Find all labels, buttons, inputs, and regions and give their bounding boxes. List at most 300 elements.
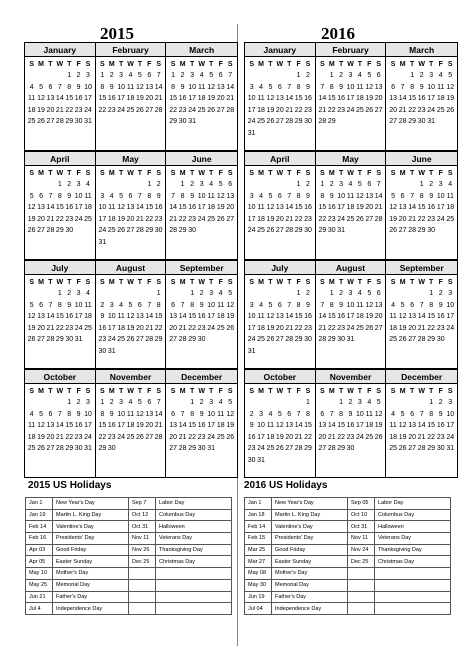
- day-cell: [365, 116, 374, 128]
- week-row: [245, 70, 315, 82]
- day-cell: 6: [48, 410, 53, 418]
- day-cell: [154, 237, 163, 249]
- day-cell: 3: [448, 399, 453, 406]
- day-cell: [116, 179, 125, 191]
- day-cell: 14: [178, 422, 187, 429]
- weekday-label: T: [209, 61, 214, 68]
- week-row: [316, 214, 386, 226]
- day-cell: 12: [226, 410, 235, 418]
- day-cell: 4: [438, 72, 443, 79]
- day-cell: 21: [417, 433, 426, 441]
- holiday-date: Jul 04: [245, 603, 272, 615]
- day-cell: 25: [197, 106, 206, 114]
- holiday-date: Jan 1: [245, 498, 272, 510]
- day-cell: 3: [209, 290, 214, 297]
- day-cell: 20: [135, 324, 144, 332]
- month: [245, 261, 316, 368]
- day-cell: 31: [74, 336, 83, 343]
- day-cell: 23: [197, 433, 206, 441]
- day-cell: 12: [126, 313, 135, 320]
- day-cell: 24: [346, 106, 355, 114]
- holiday-row: [245, 533, 451, 545]
- week-row: [245, 300, 315, 312]
- day-cell: 27: [226, 215, 235, 223]
- day-cell: 31: [207, 445, 216, 452]
- weekday-label: S: [447, 388, 453, 395]
- day-cell: [247, 70, 256, 82]
- holiday-name: Memorial Day: [272, 579, 348, 591]
- day-cell: 20: [145, 95, 154, 102]
- weekday-label: T: [268, 279, 273, 286]
- weekday-label: W: [198, 170, 205, 177]
- day-cell: [388, 288, 398, 300]
- day-cell: 4: [199, 72, 204, 79]
- day-cell: 11: [207, 192, 215, 200]
- weekday-header: [25, 61, 95, 68]
- weekday-header: [166, 61, 237, 68]
- week-row: [245, 397, 315, 409]
- weekday-label: F: [76, 279, 81, 286]
- day-cell: 17: [188, 95, 197, 102]
- weekday-label: F: [438, 279, 443, 286]
- day-cell: 7: [296, 410, 301, 418]
- weekday-label: T: [338, 388, 344, 395]
- day-cell: 2: [348, 399, 353, 406]
- day-cell: 19: [27, 324, 36, 332]
- week-row: [96, 323, 166, 335]
- day-cell: 11: [84, 192, 92, 200]
- day-cell: [336, 116, 345, 128]
- weekday-label: F: [76, 388, 81, 395]
- day-cell: 13: [275, 95, 284, 102]
- weekday-label: S: [29, 279, 35, 286]
- weekday-label: T: [48, 388, 53, 395]
- week-row: [245, 191, 315, 203]
- day-cell: 5: [39, 83, 44, 91]
- day-cell: [275, 455, 284, 467]
- day-cell: 30: [427, 227, 436, 234]
- holiday-date: Jul 4: [26, 603, 53, 615]
- holiday-date: [348, 603, 375, 615]
- week-row: [25, 70, 95, 82]
- weekday-header: [25, 170, 95, 177]
- day-cell: 28: [178, 336, 187, 343]
- day-cell: 26: [216, 215, 225, 223]
- day-cell: 30: [188, 227, 197, 234]
- day-cell: 7: [48, 192, 53, 200]
- day-cell: [126, 288, 135, 300]
- day-cell: 5: [137, 72, 142, 79]
- day-cell: 16: [304, 95, 312, 102]
- week-row: [96, 443, 166, 455]
- week-row: [96, 288, 166, 300]
- day-cell: 12: [266, 95, 275, 102]
- weekday-label: T: [137, 170, 143, 177]
- weekday-label: S: [156, 170, 161, 177]
- day-cell: [27, 179, 36, 191]
- day-cell: 16: [304, 204, 312, 211]
- day-cell: 4: [86, 290, 90, 297]
- month-name: July: [245, 261, 315, 275]
- day-cell: 29: [188, 445, 197, 452]
- day-cell: [107, 179, 116, 191]
- week-row: [25, 409, 95, 421]
- day-cell: [266, 179, 275, 191]
- day-cell: 7: [156, 399, 161, 406]
- day-cell: [407, 397, 417, 409]
- day-cell: 26: [226, 433, 235, 441]
- day-cell: 31: [446, 445, 455, 452]
- day-cell: 27: [145, 433, 154, 441]
- day-cell: 9: [339, 301, 344, 309]
- weekday-label: S: [170, 279, 176, 286]
- day-cell: 6: [147, 72, 152, 79]
- day-cell: [27, 288, 36, 300]
- holiday-row: [245, 498, 451, 510]
- day-cell: 18: [84, 204, 92, 211]
- day-cell: 15: [304, 422, 312, 429]
- day-cell: 12: [37, 95, 45, 102]
- day-cell: 27: [318, 445, 327, 452]
- weekday-label: S: [249, 170, 255, 177]
- day-cell: 20: [275, 106, 284, 114]
- day-cell: [374, 443, 383, 455]
- day-cell: 29: [294, 118, 303, 125]
- day-cell: 5: [119, 192, 124, 200]
- weekday-label: S: [305, 388, 311, 395]
- weekday-label: S: [320, 61, 325, 68]
- day-cell: 11: [257, 313, 265, 320]
- holiday-name: [375, 591, 451, 603]
- holiday-date: May 25: [26, 579, 53, 591]
- weekday-label: M: [328, 279, 335, 286]
- day-cell: 9: [156, 192, 161, 200]
- weekday-label: S: [156, 61, 161, 68]
- day-cell: 8: [329, 301, 334, 309]
- day-cell: 13: [408, 422, 417, 429]
- day-cell: 19: [365, 95, 374, 102]
- day-cell: [55, 397, 64, 409]
- day-cell: 13: [226, 192, 235, 200]
- day-cell: 9: [199, 301, 204, 309]
- day-cell: 4: [259, 301, 264, 309]
- day-cell: 24: [84, 433, 92, 441]
- holiday-row: [26, 556, 232, 568]
- day-cell: [436, 225, 446, 237]
- day-cell: 30: [337, 336, 346, 343]
- day-cell: 27: [408, 336, 417, 343]
- week-row: [316, 443, 386, 455]
- day-cell: 26: [117, 227, 126, 234]
- day-cell: [247, 288, 256, 300]
- day-cell: 3: [76, 181, 81, 188]
- weekday-header: [386, 170, 457, 177]
- day-cell: [318, 70, 327, 82]
- day-cell: [374, 334, 383, 346]
- weekday-label: S: [249, 279, 255, 286]
- week-row: [96, 432, 166, 444]
- day-cell: [285, 346, 294, 358]
- holiday-name: Thanksgiving Day: [375, 544, 451, 556]
- holiday-name: Valentine's Day: [272, 521, 348, 533]
- holiday-date: Jan 18: [245, 509, 272, 521]
- day-cell: 13: [365, 192, 374, 200]
- day-cell: 21: [178, 433, 187, 441]
- day-cell: 14: [374, 192, 383, 200]
- day-cell: 25: [436, 106, 445, 114]
- quarter-row: [24, 151, 238, 260]
- day-cell: 6: [277, 83, 282, 91]
- day-cell: 31: [84, 445, 92, 452]
- weekday-header: [316, 388, 386, 395]
- day-cell: [116, 237, 125, 249]
- quarter-row: [24, 42, 238, 151]
- day-cell: 4: [367, 399, 372, 406]
- day-cell: 20: [169, 433, 177, 441]
- holiday-name: [375, 579, 451, 591]
- day-cell: 21: [285, 106, 294, 114]
- day-cell: 13: [318, 422, 327, 429]
- weekday-label: T: [287, 388, 292, 395]
- day-cell: 25: [84, 215, 92, 223]
- weekday-label: S: [376, 279, 381, 286]
- holiday-date: [348, 579, 375, 591]
- day-cell: 21: [294, 433, 303, 441]
- holiday-row: [245, 568, 451, 580]
- day-cell: [197, 116, 207, 128]
- day-cell: 29: [327, 336, 336, 343]
- day-cell: 19: [389, 215, 397, 223]
- day-cell: 4: [391, 301, 396, 309]
- day-cell: 30: [247, 456, 256, 464]
- month-name: November: [96, 370, 166, 384]
- day-cell: 6: [320, 410, 325, 418]
- day-cell: 20: [216, 95, 225, 102]
- day-cell: 4: [29, 410, 34, 418]
- day-cell: 30: [327, 227, 336, 234]
- week-row: [166, 179, 237, 191]
- day-cell: 8: [296, 83, 301, 91]
- day-cell: 4: [128, 72, 133, 79]
- weekday-label: S: [305, 279, 311, 286]
- day-cell: 10: [117, 410, 126, 418]
- day-cell: 21: [145, 324, 154, 332]
- week-row: [386, 202, 457, 214]
- day-cell: [266, 70, 275, 82]
- day-cell: [417, 397, 427, 409]
- day-cell: 19: [126, 324, 135, 332]
- week-row: [245, 323, 315, 335]
- week-row: [25, 288, 95, 300]
- week-row: [96, 214, 166, 226]
- holidays-table-2016: [244, 497, 451, 615]
- day-cell: 16: [327, 204, 336, 211]
- month: [25, 43, 96, 150]
- day-cell: 20: [275, 215, 284, 223]
- holiday-date: May 10: [26, 568, 53, 580]
- holiday-date: Nov 26: [129, 544, 156, 556]
- day-cell: [107, 237, 116, 249]
- week-row: [166, 323, 237, 335]
- weekday-label: S: [447, 279, 453, 286]
- day-cell: 11: [389, 422, 397, 429]
- day-cell: 7: [287, 301, 292, 309]
- day-cell: 11: [126, 83, 135, 91]
- month-name: June: [166, 152, 237, 166]
- day-cell: 11: [346, 192, 355, 200]
- day-cell: 26: [389, 227, 397, 234]
- day-cell: 19: [27, 215, 36, 223]
- weekday-header: [25, 388, 95, 395]
- day-cell: 1: [419, 181, 424, 188]
- day-cell: 2: [180, 72, 185, 79]
- week-row: [386, 70, 457, 82]
- day-cell: 17: [337, 204, 346, 211]
- month: [96, 370, 167, 477]
- weekday-label: F: [218, 279, 223, 286]
- day-cell: 24: [117, 106, 126, 114]
- day-cell: [256, 288, 265, 300]
- day-cell: 7: [57, 83, 62, 91]
- day-cell: [216, 334, 226, 346]
- day-cell: 28: [178, 445, 187, 452]
- day-cell: 1: [156, 290, 161, 297]
- month: [245, 370, 316, 477]
- day-cell: 17: [98, 215, 107, 223]
- day-cell: 4: [268, 410, 273, 418]
- day-cell: 23: [304, 106, 312, 114]
- weekday-label: S: [156, 388, 161, 395]
- day-cell: [126, 443, 135, 455]
- day-cell: [417, 288, 427, 300]
- day-cell: 21: [154, 95, 163, 102]
- day-cell: 24: [207, 433, 216, 441]
- quarter: [244, 369, 458, 478]
- weekday-label: F: [218, 170, 223, 177]
- day-cell: 6: [287, 410, 292, 418]
- day-cell: 4: [128, 399, 133, 406]
- week-row: [96, 70, 166, 82]
- day-cell: 10: [74, 301, 83, 309]
- day-cell: 21: [285, 215, 294, 223]
- holiday-date: [129, 591, 156, 603]
- weekday-label: F: [367, 279, 372, 286]
- day-cell: 2: [306, 290, 310, 297]
- weekday-label: S: [227, 170, 233, 177]
- quarter-row: [244, 151, 458, 260]
- day-cell: 6: [277, 301, 282, 309]
- week-row: [25, 311, 95, 323]
- day-cell: 17: [436, 204, 445, 211]
- weekday-label: M: [179, 170, 186, 177]
- day-cell: 26: [365, 106, 374, 114]
- day-cell: [303, 455, 312, 467]
- holiday-name: Martin L. King Day: [272, 509, 348, 521]
- day-cell: 16: [74, 95, 83, 102]
- month-name: October: [25, 370, 95, 384]
- day-cell: 17: [84, 422, 92, 429]
- day-cell: 25: [257, 227, 265, 234]
- day-cell: [285, 455, 294, 467]
- day-cell: 18: [446, 204, 455, 211]
- weekday-label: T: [190, 388, 195, 395]
- day-cell: 24: [436, 215, 445, 223]
- week-row: [25, 420, 95, 432]
- day-cell: 24: [74, 324, 83, 332]
- day-cell: 17: [117, 422, 126, 429]
- day-cell: 18: [266, 433, 275, 441]
- day-cell: 17: [346, 313, 355, 320]
- day-cell: 17: [74, 204, 83, 211]
- weekday-label: T: [137, 61, 143, 68]
- weekday-header: [96, 170, 166, 177]
- week-row: [316, 288, 386, 300]
- day-cell: 2: [339, 72, 344, 79]
- day-cell: 20: [226, 204, 235, 211]
- holiday-row: [245, 603, 451, 615]
- month-name: January: [245, 43, 315, 57]
- day-cell: 12: [207, 83, 216, 91]
- month-name: January: [25, 43, 95, 57]
- day-cell: 25: [27, 118, 36, 125]
- day-cell: [27, 397, 36, 409]
- day-cell: 30: [346, 445, 355, 452]
- week-row: [96, 105, 166, 117]
- weekday-header: [166, 170, 237, 177]
- day-cell: 2: [306, 181, 310, 188]
- day-cell: 1: [339, 399, 344, 406]
- day-cell: 23: [188, 215, 197, 223]
- day-cell: 7: [400, 83, 405, 91]
- holiday-name: Father's Day: [53, 591, 129, 603]
- week-row: [245, 214, 315, 226]
- day-cell: 9: [329, 192, 334, 200]
- day-cell: 21: [226, 95, 235, 102]
- day-cell: 6: [367, 181, 372, 188]
- week-row: [166, 397, 237, 409]
- day-cell: 18: [389, 433, 397, 441]
- quarter: [24, 260, 238, 369]
- day-cell: 27: [398, 227, 407, 234]
- day-cell: [256, 128, 265, 140]
- month-name: November: [316, 370, 386, 384]
- day-cell: 1: [429, 290, 434, 297]
- weekday-header: [96, 61, 166, 68]
- week-row: [96, 225, 166, 237]
- day-cell: 18: [197, 95, 206, 102]
- holiday-name: [156, 568, 232, 580]
- day-cell: 14: [169, 204, 177, 211]
- day-cell: 25: [107, 227, 116, 234]
- day-cell: 27: [374, 324, 383, 332]
- holiday-row: [26, 509, 232, 521]
- day-cell: 27: [135, 336, 144, 343]
- day-cell: 2: [438, 399, 443, 406]
- weekday-header: [25, 279, 95, 286]
- weekday-label: S: [320, 279, 325, 286]
- day-cell: 28: [145, 336, 154, 343]
- week-row: [96, 346, 166, 358]
- week-row: [245, 288, 315, 300]
- day-cell: 16: [154, 204, 163, 211]
- weekday-header: [245, 170, 315, 177]
- day-cell: 12: [27, 204, 36, 211]
- week-row: [166, 420, 237, 432]
- day-cell: [206, 116, 216, 128]
- day-cell: 20: [275, 324, 284, 332]
- week-row: [386, 116, 457, 128]
- day-cell: [36, 70, 45, 82]
